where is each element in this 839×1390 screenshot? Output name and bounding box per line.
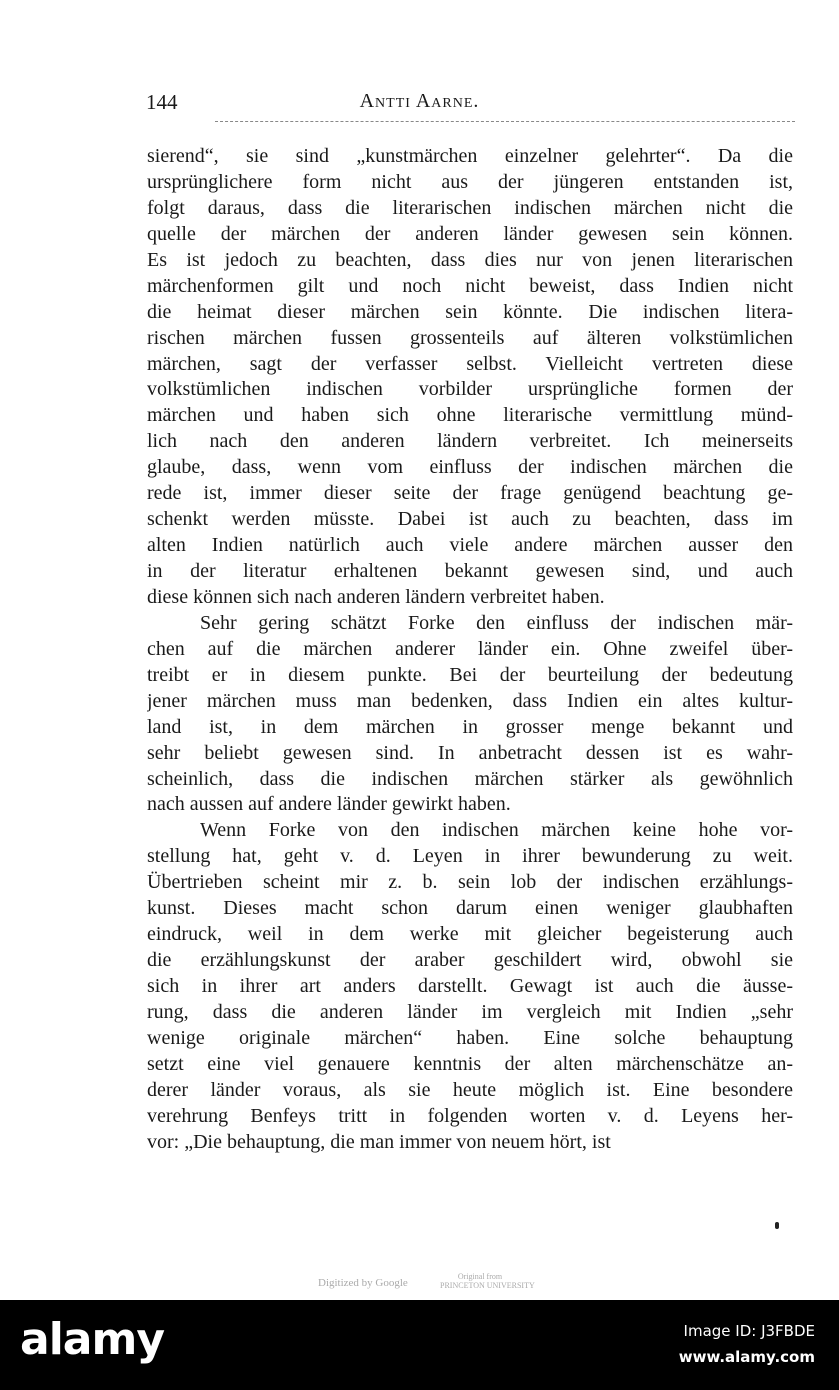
- text-line: wenige originale märchen“ haben. Eine solche behauptung: [147, 1026, 793, 1049]
- text-line: verehrung Benfeys tritt in folgenden worten v. d. Leyens her-: [147, 1104, 793, 1127]
- text-line: derer länder voraus, als sie heute möglich ist. Eine besondere: [147, 1078, 793, 1101]
- text-line: folgt daraus, dass die literarischen indischen märchen nicht die: [147, 196, 793, 219]
- text-line: rede ist, immer dieser seite der frage genügend beachtung ge-: [147, 482, 793, 505]
- header-rule: [215, 121, 795, 122]
- page-number: 144: [146, 90, 178, 114]
- image-id: Image ID: J3FBDE: [683, 1322, 815, 1340]
- princeton-label: PRINCETON UNIVERSITY: [440, 1281, 535, 1290]
- digitized-by-google: Digitized by Google: [318, 1277, 408, 1289]
- text-line: setzt eine viel genauere kenntnis der alten märchenschätze an-: [147, 1052, 793, 1075]
- text-line: nach aussen auf andere länder gewirkt haben.: [147, 793, 511, 816]
- text-line: in der literatur erhaltenen bekannt gewesen sind, und auch: [147, 560, 793, 582]
- text-line: lich nach den anderen ländern verbreitet. Ich meinerseits: [147, 430, 793, 453]
- text-line: treibt er in diesem punkte. Bei der beurteilung der bedeutung: [147, 663, 793, 686]
- text-line: Wenn Forke von den indischen märchen keine hohe vor-: [200, 819, 793, 842]
- text-line: Es ist jedoch zu beachten, dass dies nur von jenen literarischen: [147, 248, 793, 271]
- text-line: Übertrieben scheint mir z. b. sein lob der indischen erzählungs-: [147, 871, 793, 894]
- alamy-footer: [0, 1300, 839, 1390]
- text-line: jener märchen muss man bedenken, dass Indien ein altes kultur-: [147, 689, 793, 712]
- text-line: stellung hat, geht v. d. Leyen in ihrer bewunderung zu weit.: [147, 845, 793, 868]
- text-line: eindruck, weil in dem werke mit gleicher begeisterung auch: [147, 923, 793, 946]
- text-line: märchen und haben sich ohne literarische vermittlung münd-: [147, 404, 793, 427]
- text-line: märchenformen gilt und noch nicht beweist, dass Indien nicht: [147, 274, 793, 297]
- text-line: die heimat dieser märchen sein könnte. Die indischen litera-: [147, 300, 793, 323]
- text-line: scheinlich, dass die indischen märchen stärker als gewöhnlich: [147, 767, 793, 790]
- text-line: rung, dass die anderen länder im vergleich mit Indien „sehr: [147, 1000, 793, 1023]
- text-line: sierend“, sie sind „kunstmärchen einzelner gelehrter“. Da die: [147, 145, 793, 167]
- text-line: sehr beliebt gewesen sind. In anbetracht dessen ist es wahr-: [147, 741, 793, 764]
- text-line: sich in ihrer art anders darstellt. Gewagt ist auch die äusse-: [147, 975, 793, 997]
- original-from-label: Original from: [457, 1272, 503, 1281]
- original-from: [440, 1272, 535, 1291]
- text-line: glaube, dass, wenn vom einfluss der indischen märchen die: [147, 456, 793, 479]
- text-line: die erzählungskunst der araber geschildert wird, obwohl sie: [147, 949, 793, 972]
- alamy-website: www.alamy.com: [678, 1348, 815, 1366]
- text-line: schenkt werden müsste. Dabei ist auch zu beachten, dass im: [147, 508, 793, 531]
- alamy-logo: alamy: [20, 1314, 164, 1365]
- text-line: kunst. Dieses macht schon darum einen weniger glaubhaften: [147, 897, 793, 920]
- text-line: quelle der märchen der anderen länder gewesen sein können.: [147, 222, 793, 245]
- text-line: märchen, sagt der verfasser selbst. Vielleicht vertreten diese: [147, 352, 793, 375]
- scan-speck: [775, 1222, 779, 1229]
- text-line: rischen märchen fussen grossenteils auf älteren volkstümlichen: [147, 326, 793, 349]
- page-body-text: [147, 144, 793, 1156]
- text-line: ursprünglichere form nicht aus der jüngeren entstanden ist,: [147, 170, 793, 193]
- text-line: diese können sich nach anderen ländern verbreitet haben.: [147, 585, 605, 608]
- text-line: chen auf die märchen anderer länder ein. Ohne zweifel über-: [147, 637, 793, 660]
- text-line: vor: „Die behauptung, die man immer von neuem hört, ist: [147, 1130, 611, 1153]
- text-line: land ist, in dem märchen in grosser menge bekannt und: [147, 715, 793, 738]
- running-head: Antti Aarne.: [359, 90, 480, 112]
- text-line: volkstümlichen indischen vorbilder ursprüngliche formen der: [147, 378, 793, 401]
- text-line: alten Indien natürlich auch viele andere märchen ausser den: [147, 534, 793, 557]
- text-line: Sehr gering schätzt Forke den einfluss der indischen mär-: [200, 611, 793, 634]
